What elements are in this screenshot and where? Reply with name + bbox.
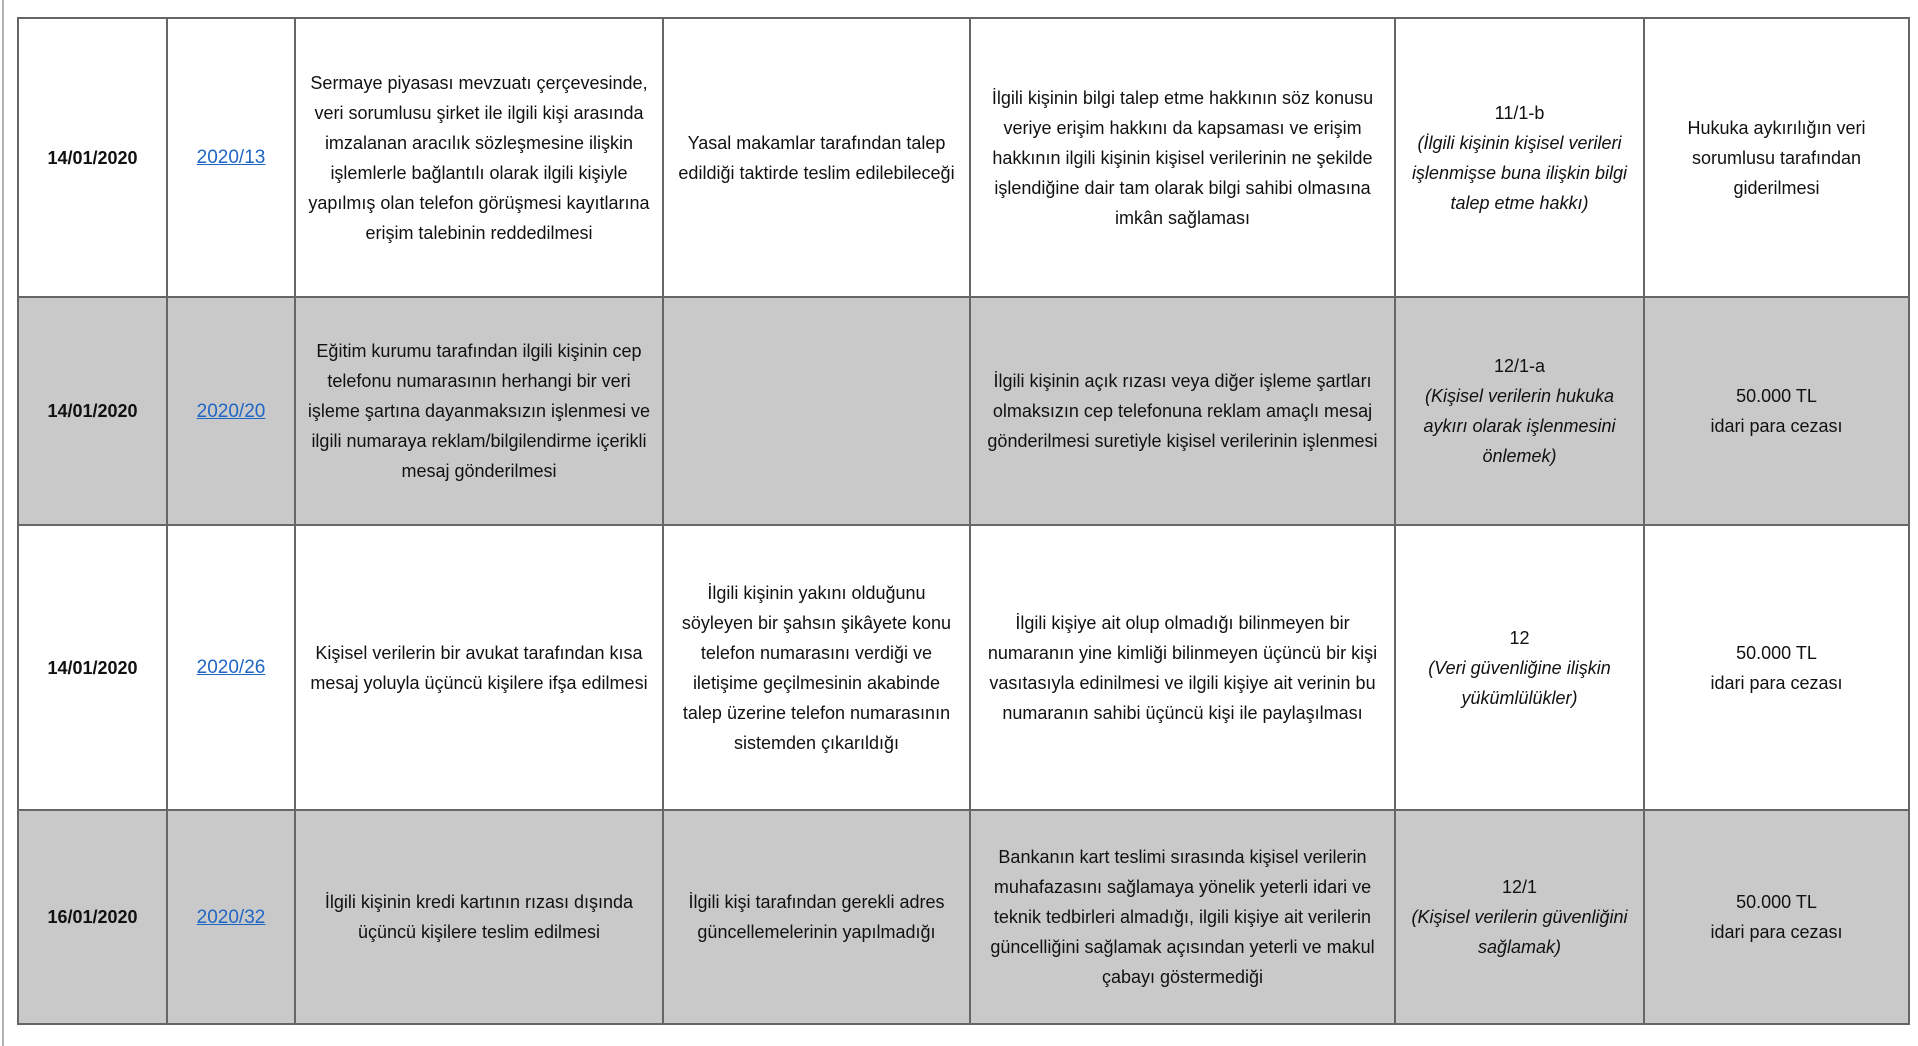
article-description: (Veri güvenliğine ilişkin yükümlülükler) <box>1428 657 1611 708</box>
sanction-line-1: 50.000 TL <box>1736 642 1817 663</box>
violated-article <box>1395 18 1644 297</box>
article-code: 12 <box>1509 627 1530 648</box>
case-summary: İlgili kişinin kredi kartının rızası dışında üçüncü kişilere teslim edilmesi <box>295 810 663 1024</box>
violated-article <box>1395 297 1644 525</box>
table-row <box>18 297 1909 525</box>
violated-article <box>1395 525 1644 810</box>
decision-number-link[interactable]: 2020/26 <box>196 657 266 678</box>
violation-description: İlgili kişinin açık rızası veya diğer işleme şartları olmaksızın cep telefonuna reklam amaçlı mesaj gönderilmesi suretiyle kişisel verilerinin işlenmesi <box>970 297 1395 525</box>
article-code: 11/1-b <box>1494 102 1545 123</box>
case-summary: Kişisel verilerin bir avukat tarafından kısa mesaj yoluyla üçüncü kişilere ifşa edilmesi <box>295 525 663 810</box>
table-row <box>18 18 1909 297</box>
decision-number-link[interactable]: 2020/13 <box>196 147 266 168</box>
sanction <box>1644 18 1909 297</box>
controller-defense <box>663 297 970 525</box>
controller-defense: Yasal makamlar tarafından talep edildiği taktirde teslim edilebileceği <box>663 18 970 297</box>
violation-description: İlgili kişiye ait olup olmadığı bilinmeyen bir numaranın yine kimliği bilinmeyen üçüncü bir kişi vasıtasıyla edinilmesi ve ilgili kişiye ait verinin bu numaranın sahibi üçüncü kişi ile paylaşılması <box>970 525 1395 810</box>
violation-description: İlgili kişinin bilgi talep etme hakkının söz konusu veriye erişim hakkını da kapsaması ve erişim hakkının ilgili kişinin kişisel verilerinin ne şekilde işlendiğine dair tam olarak bilgi sahibi olmasına imkân sağlaması <box>970 18 1395 297</box>
case-summary: Sermaye piyasası mevzuatı çerçevesinde, veri sorumlusu şirket ile ilgili kişi arasında imzalanan aracılık sözleşmesine ilişkin işlemlerle bağlantılı olarak ilgili kişiyle yapılmış olan telefon görüşmesi kayıtlarına erişim talebinin reddedilmesi <box>295 18 663 297</box>
decision-date: 14/01/2020 <box>18 297 167 525</box>
table-row <box>18 525 1909 810</box>
controller-defense: İlgili kişinin yakını olduğunu söyleyen bir şahsın şikâyete konu telefon numarasını verdiği ve iletişime geçilmesinin akabinde talep üzerine telefon numarasının sistemden çıkarıldığı <box>663 525 970 810</box>
decision-number-cell <box>167 525 295 810</box>
decision-date: 14/01/2020 <box>18 525 167 810</box>
table-row <box>18 810 1909 1024</box>
sanction-line-2: idari para cezası <box>1710 416 1843 436</box>
article-description: (Kişisel verilerin güvenliğini sağlamak) <box>1411 907 1628 957</box>
decision-date: 14/01/2020 <box>18 18 167 297</box>
article-code: 12/1-a <box>1493 356 1546 376</box>
article-description: (İlgili kişinin kişisel verileri işlenmişse buna ilişkin bilgi talep etme hakkı) <box>1411 132 1628 213</box>
violated-article <box>1395 810 1644 1024</box>
sanction-line-1: 50.000 TL <box>1736 892 1817 912</box>
sanction <box>1644 525 1909 810</box>
violation-description: Bankanın kart teslimi sırasında kişisel verilerin muhafazasını sağlamaya yönelik yeterli idari ve teknik tedbirleri almadığı, ilgili kişiye ait verilerin güncelliğini sağlamak açısından yeterli ve makul çabayı göstermediği <box>970 810 1395 1024</box>
decision-date: 16/01/2020 <box>18 810 167 1024</box>
sanction <box>1644 297 1909 525</box>
article-code: 12/1 <box>1501 877 1538 897</box>
decision-number-cell <box>167 18 295 297</box>
decision-number-cell <box>167 810 295 1024</box>
sanction-line-1: 50.000 TL <box>1736 386 1817 406</box>
sanction-line-2: idari para cezası <box>1710 672 1843 693</box>
sanction <box>1644 810 1909 1024</box>
sanction-line-1: Hukuka aykırılığın veri sorumlusu tarafından giderilmesi <box>1687 117 1866 198</box>
sanction-line-2: idari para cezası <box>1710 922 1843 942</box>
article-description: (Kişisel verilerin hukuka aykırı olarak işlenmesini önlemek) <box>1423 386 1616 466</box>
controller-defense: İlgili kişi tarafından gerekli adres güncellemelerinin yapılmadığı <box>663 810 970 1024</box>
case-summary: Eğitim kurumu tarafından ilgili kişinin cep telefonu numarasının herhangi bir veri işleme şartına dayanmaksızın işlenmesi ve ilgili numaraya reklam/bilgilendirme içerikli mesaj gönderilmesi <box>295 297 663 525</box>
decision-number-link[interactable]: 2020/20 <box>196 400 266 422</box>
decisions-table <box>17 17 1910 1025</box>
window-edge <box>2 0 4 1046</box>
decision-number-cell <box>167 297 295 525</box>
decision-number-link[interactable]: 2020/32 <box>196 906 266 928</box>
